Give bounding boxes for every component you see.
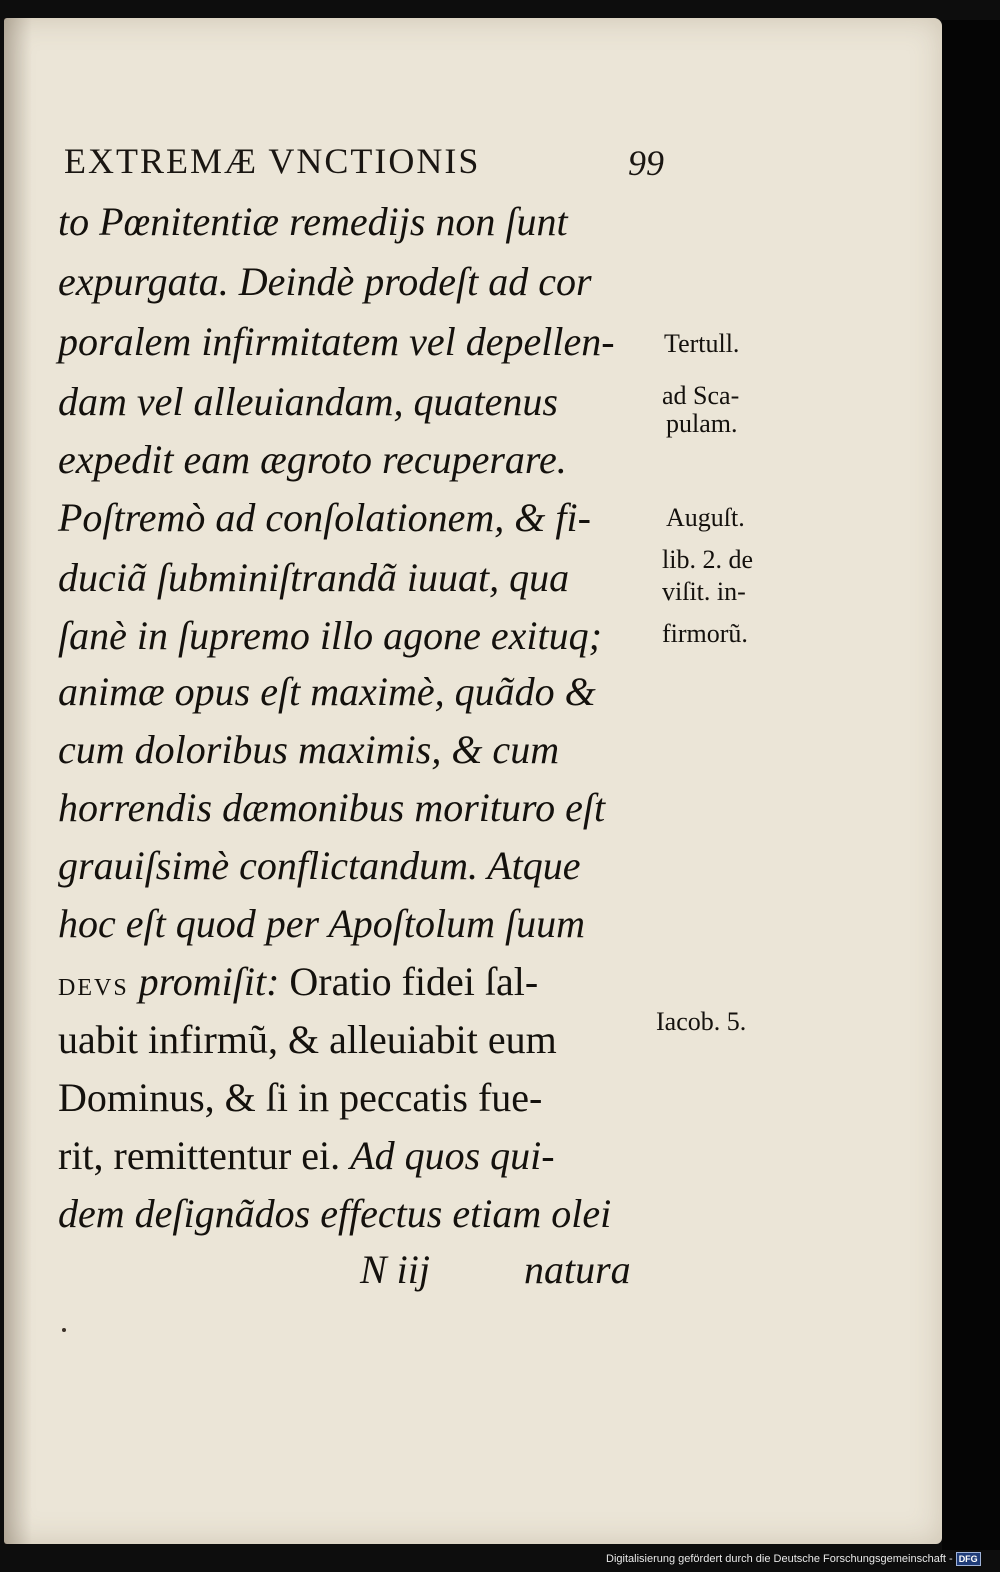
italic-run: promiſit: [128, 959, 290, 1004]
text-line-10: cum doloribus maximis, & cum [58, 727, 560, 772]
text-line-13: hoc eſt quod per Apoſtolum ſuum [58, 901, 585, 946]
text-line-16: Dominus, & ſi in peccatis fue- [58, 1075, 543, 1120]
running-title: EXTREMÆ VNCTIONIS [64, 141, 481, 181]
margin-note-august-3: viſit. in- [662, 577, 746, 606]
ink-speck [62, 1328, 66, 1332]
text-line-7: duciã ſubminiſtrandã iuuat, qua [58, 555, 570, 600]
text-line-6: Poſtremò ad conſolationem, & fi- [58, 495, 591, 540]
text-line-3: poralem infirmitatem vel depellen- [58, 319, 615, 364]
margin-note-august-2: lib. 2. de [662, 545, 753, 574]
small-caps-word: DEVS [58, 975, 129, 1001]
text-line-15: uabit infirmũ, & alleuiabit eum [58, 1017, 557, 1062]
text-line-5: expedit eam ægroto recuperare. [58, 437, 567, 482]
text-line-4: dam vel alleuiandam, quatenus [58, 379, 558, 424]
page-edge-shadow [942, 20, 1000, 1550]
text-line-8: ſanè in ſupremo illo agone exituq; [58, 613, 602, 658]
page-number: 99 [628, 143, 664, 183]
text-line-17 [58, 1128, 668, 1184]
text-line-2: expurgata. Deindè prodeſt ad cor [58, 259, 592, 304]
dfg-logo-icon: DFG [956, 1552, 981, 1566]
margin-note-august-4: firmorũ. [662, 619, 748, 648]
margin-note-tertull-1: Tertull. [664, 329, 740, 358]
text-line-9: animæ opus eſt maximè, quãdo & [58, 669, 596, 714]
margin-note-iacob: Iacob. 5. [656, 1007, 747, 1036]
text-line-11: horrendis dæmonibus morituro eſt [58, 785, 606, 830]
margin-note-tertull-3: pulam. [666, 409, 738, 438]
text-line-18: dem deſignãdos effectus etiam olei [58, 1191, 612, 1236]
credit-text: Digitalisierung gefördert durch die Deutsche Forschungsgemeinschaft - [606, 1552, 953, 1565]
text-line-12: grauiſsimè conflictandum. Atque [58, 843, 581, 888]
catchword: natura [524, 1247, 631, 1292]
margin-note-august-1: Auguſt. [666, 503, 745, 532]
signature-mark: N iij [360, 1247, 431, 1292]
digitization-credit [606, 1552, 981, 1566]
text-line-1: to Pœnitentiæ remedijs non ſunt [58, 199, 568, 244]
italic-run: Ad quos qui- [350, 1133, 555, 1178]
text-line-14 [58, 954, 668, 1016]
margin-note-tertull-2: ad Sca- [662, 381, 740, 410]
roman-run: rit, remittentur ei. [58, 1133, 351, 1178]
roman-run: Oratio fidei ſal- [289, 959, 539, 1004]
